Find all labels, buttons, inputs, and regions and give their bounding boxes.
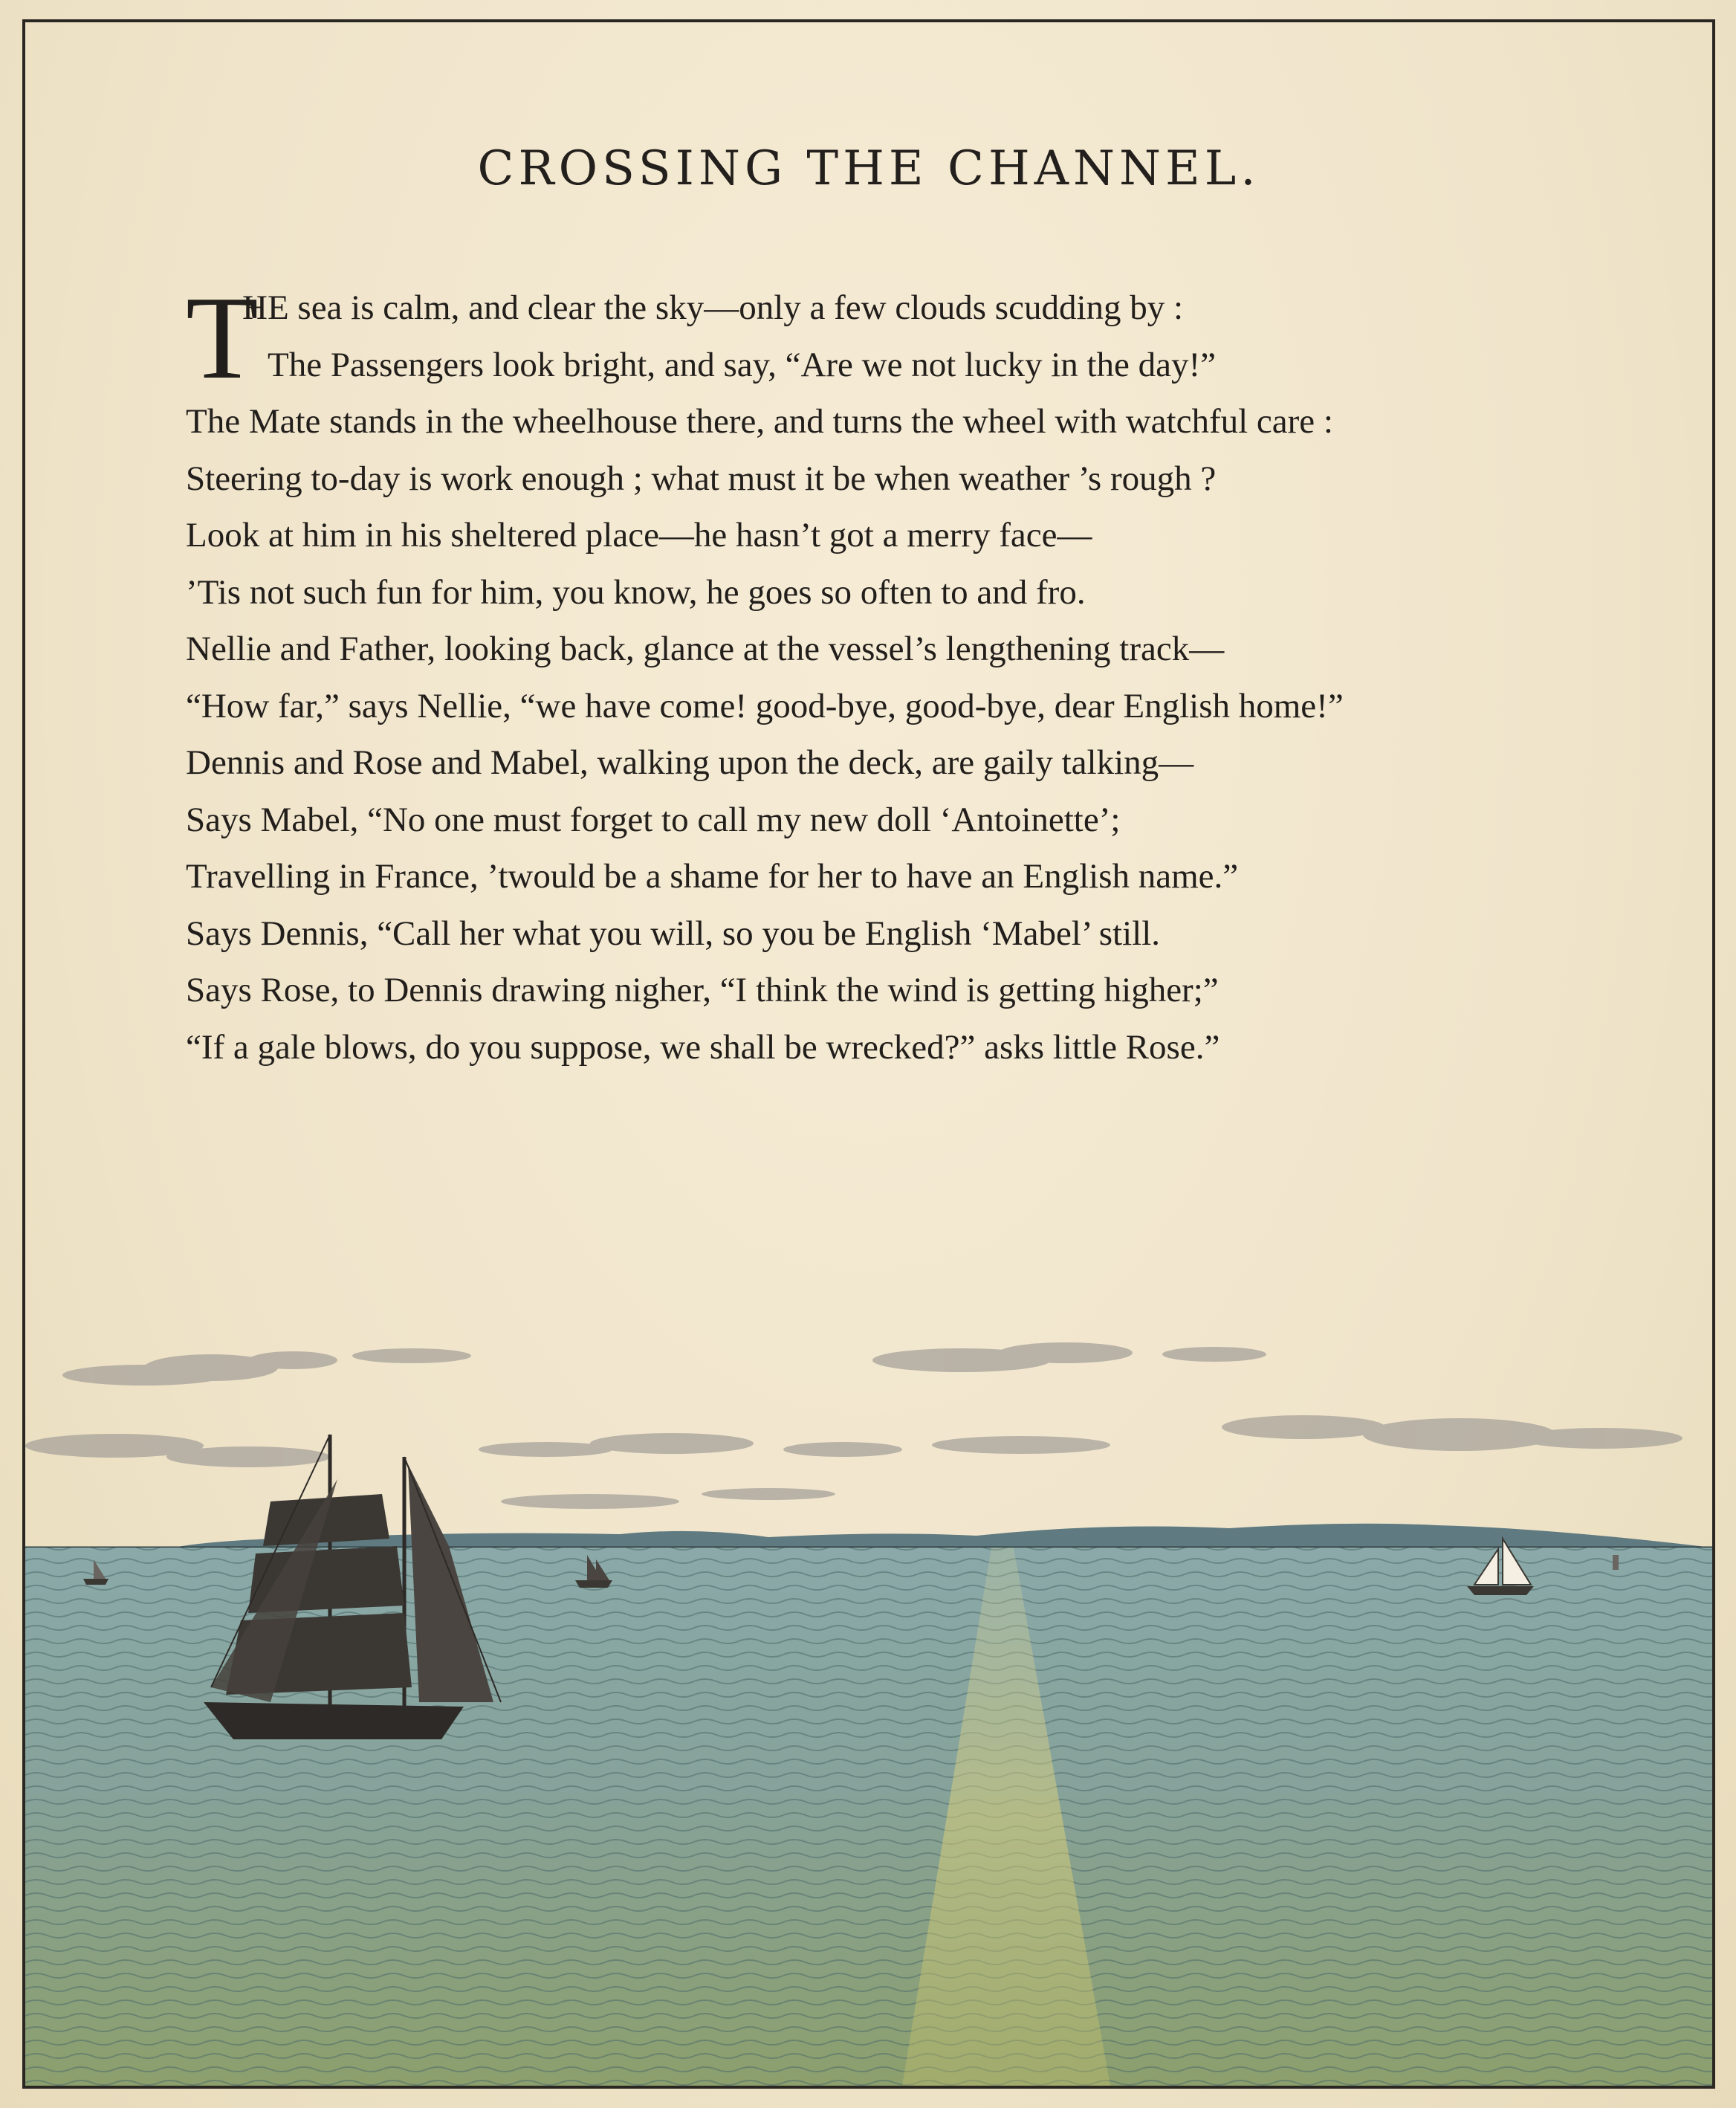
poem-line-14: “If a gale blows, do you suppose, we shall be wrecked?” asks little Rose.” <box>186 1027 1220 1067</box>
poem-line-13: Says Rose, to Dennis drawing nigher, “I think the wind is getting higher;” <box>186 971 1219 1009</box>
poem-line-2: The Passengers look bright, and say, “Are we not lucky in the day!” <box>268 345 1217 384</box>
poem-line-3: The Mate stands in the wheelhouse there, and turns the wheel with watchful care : <box>186 402 1333 441</box>
poem-line-6: ’Tis not such fun for him, you know, he goes so often to and fro. <box>186 572 1086 612</box>
sea-scene-svg <box>25 1286 1712 2086</box>
poem-line-7: Nellie and Father, looking back, glance at the vessel’s lengthening track— <box>186 630 1225 668</box>
poem-text <box>186 271 1657 1076</box>
poem-line-10: Says Mabel, “No one must forget to call my new doll ‘Antoinette’; <box>186 800 1121 839</box>
drop-cap: T <box>186 271 259 404</box>
sea-illustration <box>25 1286 1712 2086</box>
poem-line-5: Look at him in his sheltered place—he hasn’t got a merry face— <box>186 516 1092 555</box>
poem-line-8: “How far,” says Nellie, “we have come! good-bye, good-bye, dear English home!” <box>186 686 1344 725</box>
page-frame <box>22 19 1715 2089</box>
page-title: CROSSING THE CHANNEL. <box>477 141 1260 196</box>
poem-line-9: Dennis and Rose and Mabel, walking upon the deck, are gaily talking— <box>186 743 1194 782</box>
poem-line-1: HE sea is calm, and clear the sky—only a few clouds scudding by : <box>242 288 1184 327</box>
poem-line-11: Travelling in France, ’twould be a shame for her to have an English name.” <box>186 857 1239 896</box>
clouds <box>25 1342 1682 1509</box>
distant-boat-3 <box>1613 1555 1619 1570</box>
poem-line-12: Says Dennis, “Call her what you will, so you be English ‘Mabel’ still. <box>186 914 1161 953</box>
poem-line-4: Steering to-day is work enough ; what must it be when weather ’s rough ? <box>186 459 1217 498</box>
